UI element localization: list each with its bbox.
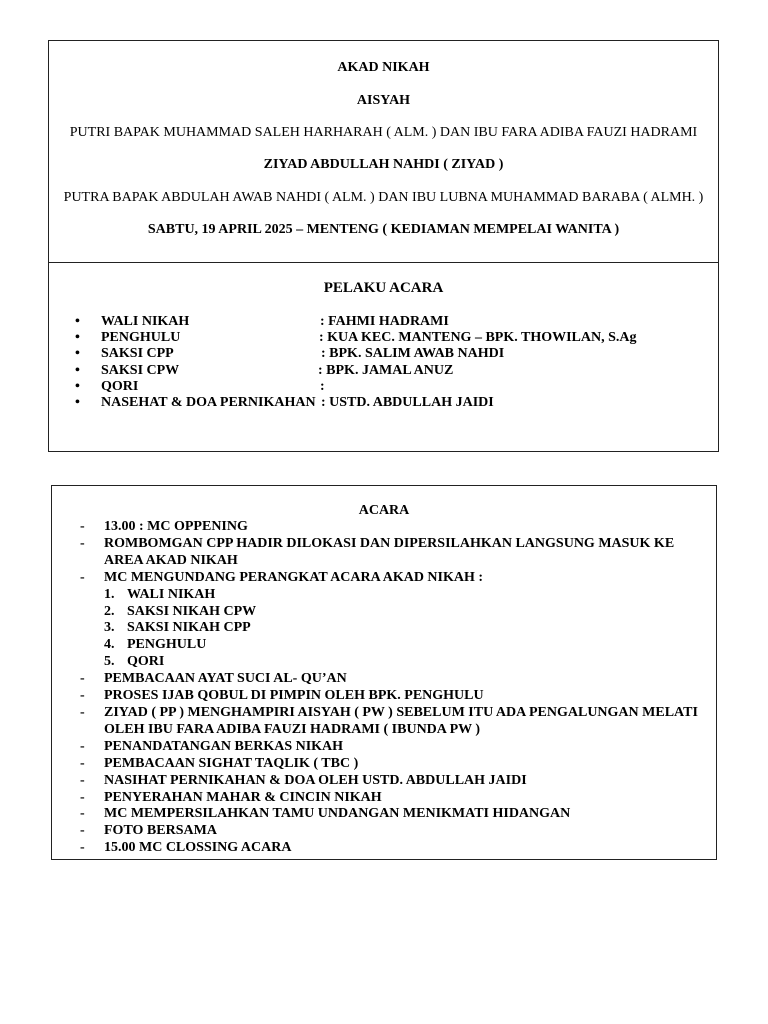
bullet-icon: • (75, 378, 80, 394)
acara-item (80, 823, 710, 840)
sub-item-text: PENGHULU (127, 637, 207, 653)
acara-item-text: ZIYAD ( PP ) MENGHAMPIRI AISYAH ( PW ) SEBELUM ITU ADA PENGALUNGAN MELATI OLEH IBU FARA ADIBA FAUZI HADRAMI ( IBUNDA PW ) (104, 704, 698, 737)
bullet-icon: • (75, 314, 80, 329)
acara-item (80, 773, 710, 790)
document-title: AKAD NIKAH (337, 60, 430, 75)
sub-item-text: QORI (127, 654, 165, 670)
dash-icon: - (80, 840, 85, 856)
pelaku-role: NASEHAT & DOA PERNIKAHAN (101, 394, 316, 410)
dash-icon: - (80, 772, 85, 788)
pelaku-value: : FAHMI HADRAMI (320, 314, 449, 329)
sub-item-text: SAKSI NIKAH CPP (127, 620, 251, 636)
acara-sub-item (80, 604, 710, 621)
bullet-icon: • (75, 330, 80, 346)
pelaku-value: : USTD. ABDULLAH JAIDI (321, 394, 494, 410)
pelaku-role: PENGHULU (101, 330, 181, 346)
dash-icon: - (80, 789, 85, 805)
acara-item-text: PEMBACAAN SIGHAT TAQLIK ( TBC ) (104, 755, 359, 771)
acara-item-text: PROSES IJAB QOBUL DI PIMPIN OLEH BPK. PENGHULU (104, 688, 484, 704)
bullet-icon: • (75, 346, 80, 362)
acara-item (80, 806, 710, 823)
akad-nikah-box (48, 40, 719, 452)
bride-name: AISYAH (356, 93, 411, 108)
groom-parents: PUTRA BAPAK ABDULAH AWAB NAHDI ( ALM. ) DAN IBU LUBNA MUHAMMAD BARABA ( ALMH. ) (63, 190, 704, 205)
acara-item-text: FOTO BERSAMA (104, 823, 217, 839)
acara-sub-item (80, 587, 710, 604)
acara-item (80, 756, 710, 773)
acara-item (80, 519, 710, 536)
acara-list (80, 519, 710, 857)
acara-item-text: ROMBOMGAN CPP HADIR DILOKASI DAN DIPERSILAHKAN LANGSUNG MASUK KE AREA AKAD NIKAH (104, 535, 675, 568)
sub-item-number: 4. (104, 637, 115, 653)
bullet-icon: • (75, 362, 80, 378)
acara-item-text: 13.00 : MC OPPENING (104, 519, 248, 534)
acara-item-text: NASIHAT PERNIKAHAN & DOA OLEH USTD. ABDULLAH JAIDI (104, 772, 527, 788)
acara-sub-item (80, 620, 710, 637)
dash-icon: - (80, 519, 85, 534)
pelaku-value: : KUA KEC. MANTENG – BPK. THOWILAN, S.Ag (319, 330, 637, 346)
dash-icon: - (80, 755, 85, 771)
bullet-icon: • (75, 394, 80, 410)
pelaku-role: WALI NIKAH (101, 314, 190, 329)
dash-icon: - (80, 806, 85, 822)
pelaku-value: : (320, 378, 325, 394)
acara-sub-item (80, 654, 710, 671)
bride-parents: PUTRI BAPAK MUHAMMAD SALEH HARHARAH ( ALM. ) DAN IBU FARA ADIBA FAUZI HADRAMI (69, 125, 698, 140)
pelaku-value: : BPK. JAMAL ANUZ (318, 362, 454, 378)
pelaku-title: PELAKU ACARA (323, 280, 444, 296)
acara-item-text: 15.00 MC CLOSSING ACARA (104, 840, 292, 856)
acara-item (80, 671, 710, 688)
dash-icon: - (80, 704, 85, 720)
dash-icon: - (80, 823, 85, 839)
acara-item (80, 536, 710, 570)
acara-item (80, 688, 710, 705)
pelaku-role: SAKSI CPW (101, 362, 180, 378)
sub-item-number: 2. (104, 603, 115, 619)
acara-item (80, 705, 710, 739)
dash-icon: - (80, 569, 85, 585)
sub-item-number: 1. (104, 586, 115, 602)
dash-icon: - (80, 535, 85, 551)
acara-title: ACARA (358, 503, 410, 518)
sub-item-number: 3. (104, 620, 115, 636)
dash-icon: - (80, 671, 85, 687)
dash-icon: - (80, 738, 85, 754)
sub-item-number: 5. (104, 654, 115, 670)
date-place: SABTU, 19 APRIL 2025 – MENTENG ( KEDIAMAN MEMPELAI WANITA ) (147, 222, 620, 237)
acara-item (80, 790, 710, 807)
acara-item (80, 840, 710, 857)
acara-item-text: MC MENGUNDANG PERANGKAT ACARA AKAD NIKAH : (104, 569, 484, 585)
pelaku-value: : BPK. SALIM AWAB NAHDI (321, 346, 505, 362)
acara-sub-item (80, 637, 710, 654)
groom-name: ZIYAD ABDULLAH NAHDI ( ZIYAD ) (263, 157, 504, 172)
acara-item-text: MC MEMPERSILAHKAN TAMU UNDANGAN MENIKMATI HIDANGAN (104, 806, 571, 822)
header-section (49, 41, 718, 263)
pelaku-role: SAKSI CPP (101, 346, 174, 362)
acara-box (51, 485, 717, 860)
acara-item-text: PENYERAHAN MAHAR & CINCIN NIKAH (104, 789, 382, 805)
dash-icon: - (80, 688, 85, 704)
acara-item-text: PENANDATANGAN BERKAS NIKAH (104, 738, 344, 754)
pelaku-role: QORI (101, 378, 139, 394)
acara-item-text: PEMBACAAN AYAT SUCI AL- QU’AN (104, 671, 347, 687)
sub-item-text: WALI NIKAH (127, 586, 216, 602)
sub-item-text: SAKSI NIKAH CPW (127, 603, 257, 619)
acara-item (80, 570, 710, 587)
acara-item (80, 739, 710, 756)
